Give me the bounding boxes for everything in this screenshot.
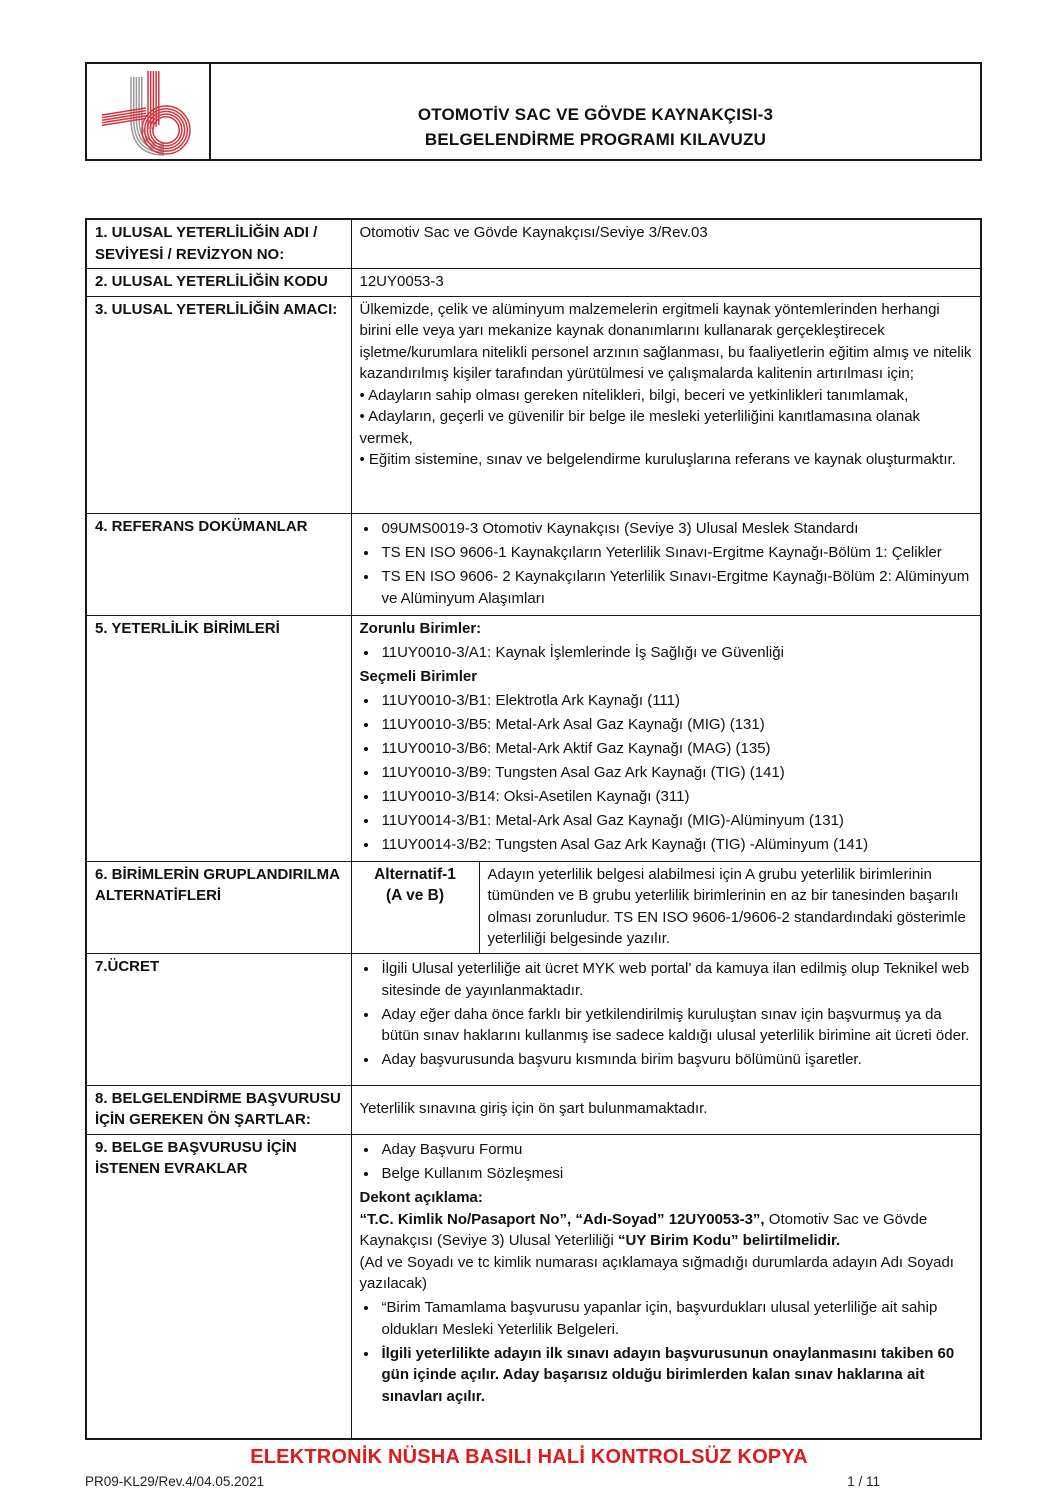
page-number: 1 / 11: [847, 1474, 880, 1489]
row6-label: 6. BİRİMLERİN GRUPLANDIRILMA ALTERNATİFLERİ: [86, 861, 351, 953]
row-ulusal-yeterlilik-amaci: [86, 296, 981, 513]
evrak-item: • Aday Başvuru Formu: [379, 1139, 973, 1161]
row3-content: [351, 296, 981, 513]
referans-item: • TS EN ISO 9606-1 Kaynakçıların Yeterlilik Sınavı-Ergitme Kaynağı-Bölüm 1: Çelikler: [379, 542, 973, 564]
row-on-sartlar: [86, 1085, 981, 1134]
title-line-1: OTOMOTİV SAC VE GÖVDE KAYNAKÇISI-3: [417, 105, 774, 124]
birim-item: • 11UY0010-3/B14: Oksi-Asetilen Kaynağı (311): [379, 786, 973, 808]
ucret-item: • Aday başvurusunda başvuru kısmında birim başvuru bölümünü işaretler.: [379, 1049, 973, 1071]
row9-label: 9. BELGE BAŞVURUSU İÇİN İSTENEN EVRAKLAR: [86, 1134, 351, 1439]
dekont-note: (Ad ve Soyadı ve tc kimlik numarası açıklamaya sığmadığı durumlarda adayın Adı Soyadı yazılacak): [359, 1253, 954, 1292]
dekont-heading: Dekont açıklama:: [359, 1189, 483, 1206]
amaci-item: • Adayların sahip olması gereken nitelikleri, bilgi, beceri ve yetkinlikleri tanımlamak,: [359, 386, 909, 404]
alternatif-description: Adayın yeterlilik belgesi alabilmesi için A grubu yeterlilik birimlerinin tümünden ve B grubu yeterlilik birimlerinin en az bir tanesinden başarılı olması zorunludur. TS EN ISO 9606-1/9606-2 standardındaki gösterimle yeterliliği belgesinde yazılır.: [479, 861, 981, 953]
dekont-paragraph: [360, 1209, 973, 1252]
row9-content: [351, 1134, 981, 1439]
title-line-2: BELGELENDİRME PROGRAMI KILAVUZU: [424, 130, 767, 149]
ucret-item: • Aday eğer daha önce farklı bir yetkilendirilmiş kuruluştan sınav için başvurmuş ya da bütün sınav haklarını kullanmış ise sadece kaldığı ulusal yeterlilik birimine ait ücreti öder.: [379, 1004, 973, 1047]
alternatif-subtitle: (A ve B): [386, 887, 444, 904]
electronic-copy-warning: ELEKTRONİK NÜSHA BASILI HALİ KONTROLSÜZ KOPYA: [250, 1446, 808, 1468]
row-gruplandirilma-alternatifleri: [86, 861, 981, 953]
birim-item: • 11UY0010-3/A1: Kaynak İşlemlerinde İş Sağlığı ve Güvenliği: [379, 642, 973, 664]
secmeli-birimler-list: [360, 690, 973, 856]
dekont-normal-1: Otomotiv Sac ve Gövde Kaynakçısı (Seviye 3) Ulusal Yeterliliği: [359, 1210, 928, 1249]
referans-item: • TS EN ISO 9606- 2 Kaynakçıların Yeterlilik Sınavı-Ergitme Kaynağı-Bölüm 2: Alüminyum ve Alüminyum Alaşımları: [379, 566, 973, 609]
row1-value: Otomotiv Sac ve Gövde Kaynakçısı/Seviye 3/Rev.03: [351, 219, 981, 269]
row8-value: Yeterlilik sınavına giriş için ön şart bulunmamaktadır.: [351, 1085, 981, 1134]
birim-tamamlama-item: • “Birim Tamamlama başvurusu yapanlar için, başvurdukları ulusal yeterliliğe ait sahip oldukları Mesleki Yeterlilik Belgeleri.: [379, 1297, 973, 1340]
ilk-sinav-item: • İlgili yeterlilikte adayın ilk sınavı adayın başvurusunun onaylanmasını takiben 60 gün içinde açılır. Aday başarısız olduğu birimlerden kalan sınav haklarına ait sınavları açılır.: [379, 1343, 973, 1408]
secmeli-birimler-heading: Seçmeli Birimler: [359, 667, 478, 685]
ucret-list: [360, 958, 973, 1071]
zorunlu-birimler-heading: Zorunlu Birimler:: [359, 619, 482, 637]
dekont-bold-2: “UY Birim Kodu” belirtilmelidir.: [617, 1232, 841, 1249]
row7-label: 7.ÜCRET: [86, 953, 351, 1085]
row8-label: 8. BELGELENDİRME BAŞVURUSU İÇİN GEREKEN ÖN ŞARTLAR:: [86, 1085, 351, 1134]
referans-list: [360, 518, 973, 609]
amaci-item: • Adayların, geçerli ve güvenilir bir belge ile mesleki yeterliliğini kanıtlamasına olanak vermek,: [359, 408, 921, 447]
birim-item: • 11UY0010-3/B9: Tungsten Asal Gaz Ark Kaynağı (TIG) (141): [379, 762, 973, 784]
amaci-item: • Eğitim sistemine, sınav ve belgelendirme kuruluşlarına referans ve kaynak oluşturmaktır.: [359, 451, 956, 468]
document-title: [211, 64, 980, 159]
zorunlu-birimler-list: [360, 642, 973, 664]
row5-label: 5. YETERLİLİK BİRİMLERİ: [86, 615, 351, 861]
birim-item: • 11UY0010-3/B1: Elektrotla Ark Kaynağı (111): [379, 690, 973, 712]
row7-content: [351, 953, 981, 1085]
alternatif-cell: [351, 861, 479, 953]
row-ucret: [86, 953, 981, 1085]
teknikel-tb-logo-icon: [98, 67, 198, 171]
row4-label: 4. REFERANS DOKÜMANLAR: [86, 513, 351, 615]
row-istenen-evraklar: [86, 1134, 981, 1439]
row-referans-dokumanlar: [86, 513, 981, 615]
ilk-sinav-list: [360, 1343, 973, 1408]
document-header: [85, 62, 982, 161]
birim-item: • 11UY0010-3/B6: Metal-Ark Aktif Gaz Kaynağı (MAG) (135): [379, 738, 973, 760]
row1-label: 1. ULUSAL YETERLİLİĞİN ADI / SEVİYESİ / REVİZYON NO:: [86, 219, 351, 269]
footer-meta: [85, 1474, 980, 1489]
row2-value: 12UY0053-3: [351, 269, 981, 297]
row4-content: [351, 513, 981, 615]
row-ulusal-yeterlilik-kodu: [86, 269, 981, 297]
row3-label: 3. ULUSAL YETERLİLİĞİN AMACI:: [86, 296, 351, 513]
birim-item: • 11UY0010-3/B5: Metal-Ark Asal Gaz Kaynağı (MIG) (131): [379, 714, 973, 736]
referans-item: • 09UMS0019-3 Otomotiv Kaynakçısı (Seviye 3) Ulusal Meslek Standardı: [379, 518, 973, 540]
birim-tamamlama-list: [360, 1297, 973, 1340]
row-yeterlilik-birimleri: [86, 615, 981, 861]
birim-item: • 11UY0014-3/B2: Tungsten Asal Gaz Ark Kaynağı (TIG) -Alüminyum (141): [379, 834, 973, 856]
birim-item: • 11UY0014-3/B1: Metal-Ark Asal Gaz Kaynağı (MIG)-Alüminyum (131): [379, 810, 973, 832]
dekont-bold-1: “T.C. Kimlik No/Pasaport No”, “Adı-Soyad” 12UY0053-3”,: [359, 1210, 765, 1228]
certification-program-table: [85, 218, 982, 1440]
alternatif-title: Alternatif-1: [374, 865, 456, 883]
evrak-list: [360, 1139, 973, 1185]
row-ulusal-yeterlilik-adi: [86, 219, 981, 269]
ucret-item: • İlgili Ulusal yeterliliğe ait ücret MYK web portal’ da kamuya ilan edilmiş olup Teknikel web sitesinde de yayınlanmaktadır.: [379, 958, 973, 1001]
document-code: PR09-KL29/Rev.4/04.05.2021: [85, 1474, 265, 1489]
row2-label: 2. ULUSAL YETERLİLİĞİN KODU: [86, 269, 351, 297]
logo-cell: [87, 64, 211, 159]
evrak-item: • Belge Kullanım Sözleşmesi: [379, 1163, 973, 1185]
row5-content: [351, 615, 981, 861]
amaci-intro: Ülkemizde, çelik ve alüminyum malzemelerin ergitmeli kaynak yöntemlerinden herhangi birini elle veya yarı mekanize kaynak donanımlarını kullanarak gerçekleştirecek işletme/kurumlara nitelikli personel arzının sağlanması, bu faaliyetlerin eğitim almış ve nitelik kazandırılmış kişiler tarafından yürütülmesi ve çalışmalarda kalitenin artırılması için;: [359, 300, 972, 382]
